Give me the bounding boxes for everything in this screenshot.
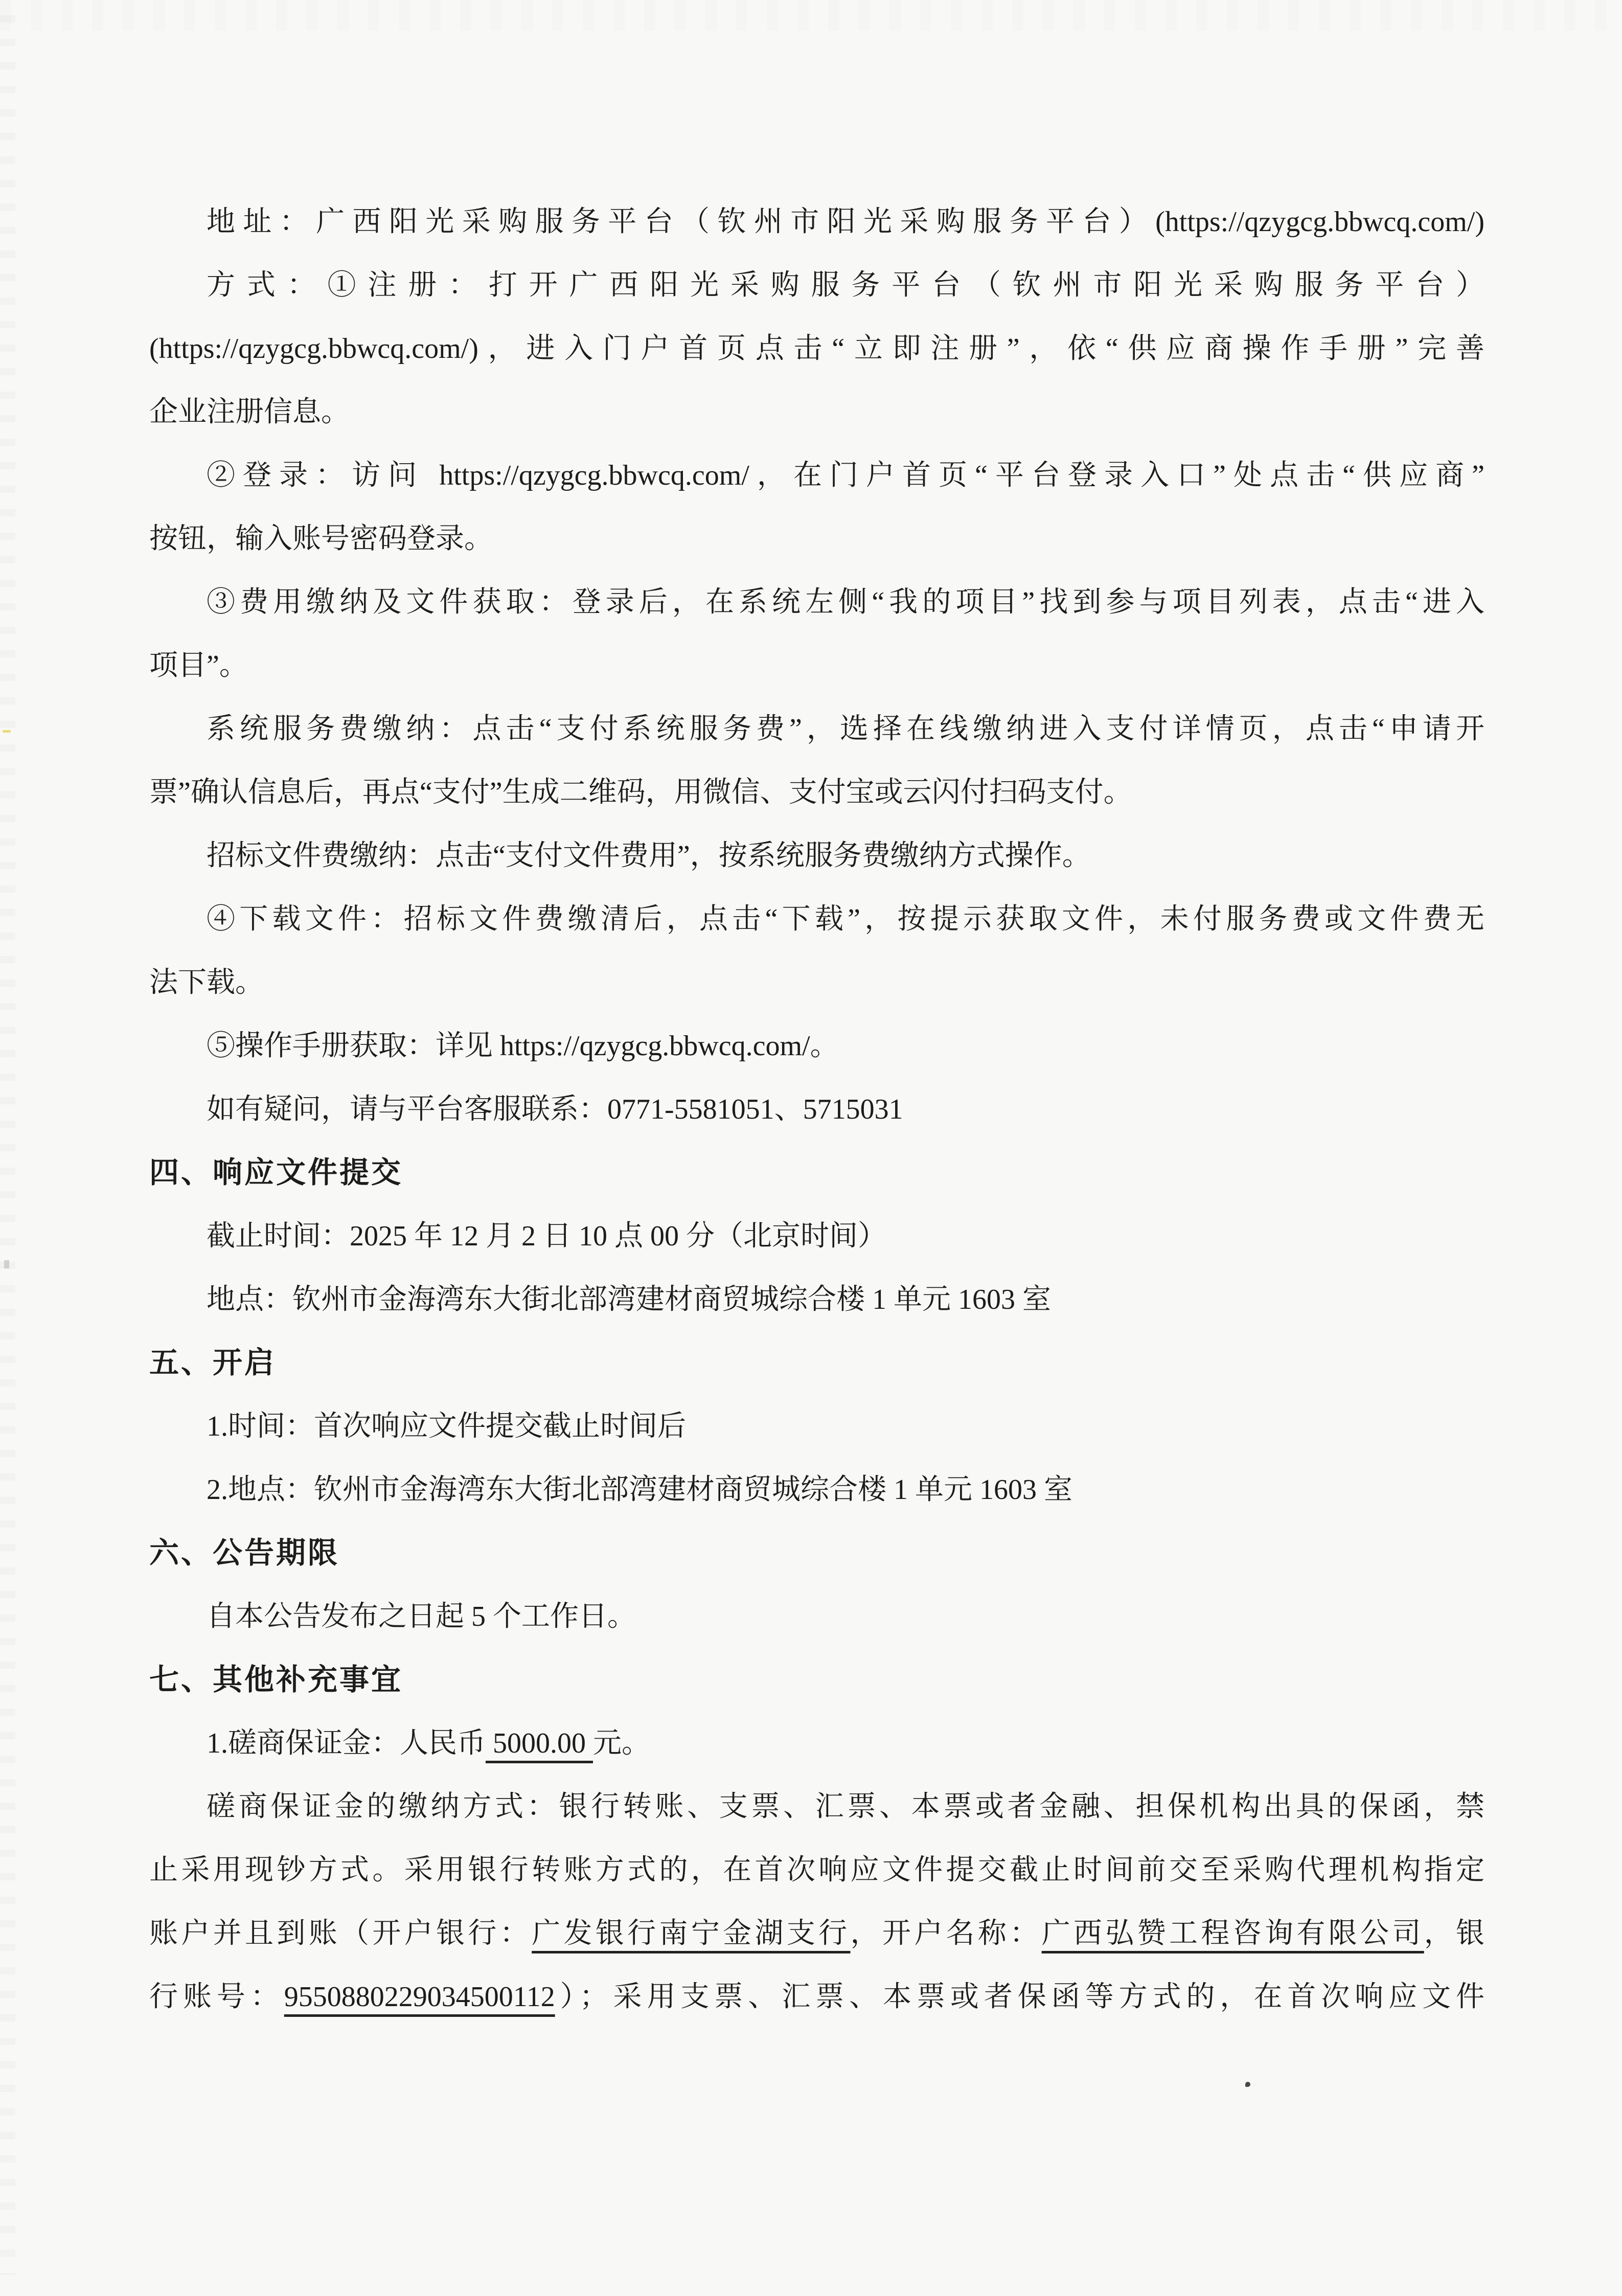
text-segment: 自本公告发布之日起 5 个工作日。 [207,1601,636,1632]
document-body [149,190,1484,2029]
method-register-line-3 [149,380,1484,444]
text-segment: 七、其他补充事宜 [149,1663,403,1696]
download-file-line-2 [149,951,1484,1014]
text-segment: 2.地点：钦州市金海湾东大街北部湾建材商贸城综合楼 1 单元 1603 室 [207,1474,1072,1506]
text-segment: 系统服务费缴纳：点击“支付系统服务费”，选择在线缴纳进入支付详情页，点击“申请开 [207,713,1484,745]
scan-noise-left-edge [0,15,15,2275]
text-segment: 项目”。 [149,650,248,681]
underlined-text: 广西弘赞工程咨询有限公司 [1041,1918,1424,1949]
text-segment: 法下载。 [149,967,264,998]
section-5-heading [149,1331,1484,1395]
text-segment: ，银 [1424,1918,1485,1949]
text-segment: 四、响应文件提交 [149,1156,403,1189]
scan-speck-gray [4,1260,9,1268]
underlined-text: 9550880229034500112 [284,1981,555,2013]
method-register-line-2 [149,317,1484,380]
announcement-period-line [149,1585,1484,1648]
text-segment: ④下载文件：招标文件费缴清后，点击“下载”，按提示获取文件，未付服务费或文件费无 [207,903,1484,935]
method-register-line-1 [149,254,1484,317]
bid-document-fee-line [149,824,1484,888]
section-6-heading [149,1521,1484,1585]
section-4-heading [149,1141,1484,1204]
deposit-payment-line-1 [149,1775,1484,1838]
text-segment: 1.时间：首次响应文件提交截止时间后 [207,1411,686,1442]
text-segment: 招标文件费缴纳：点击“支付文件费用”，按系统服务费缴纳方式操作。 [207,840,1091,872]
deposit-amount-line [149,1712,1484,1775]
text-segment: 如有疑问，请与平台客服联系：0771-5581051、5715031 [207,1094,903,1125]
opening-location-line [149,1458,1484,1521]
text-segment: 按钮，输入账号密码登录。 [149,523,493,555]
text-segment: 票”确认信息后，再点“支付”生成二维码，用微信、支付宝或云闪付扫码支付。 [149,777,1132,808]
text-segment: 1.磋商保证金：人民币 [207,1727,486,1759]
text-segment: ③费用缴纳及文件获取：登录后，在系统左侧“我的项目”找到参与项目列表，点击“进入 [207,586,1484,618]
text-segment: 方式：①注册：打开广西阳光采购服务平台（钦州市阳光采购服务平台） [207,269,1484,301]
download-file-line-1 [149,888,1484,951]
deposit-payment-line-4 [149,1965,1484,2029]
fee-and-file-step-line-2 [149,634,1484,697]
system-service-fee-line-2 [149,761,1484,824]
login-step-line-2 [149,507,1484,571]
text-segment: 行账号： [149,1981,284,2013]
address-platform-line [149,190,1484,254]
text-segment: 六、公告期限 [149,1536,340,1570]
text-segment: 元。 [593,1727,650,1759]
text-segment: 企业注册信息。 [149,396,350,428]
text-segment: 地址：广西阳光采购服务平台（钦州市阳光采购服务平台）(https://qzygcg.bbwcq.com/) [207,206,1484,238]
text-segment: ②登录：访问 https://qzygcg.bbwcq.com/，在门户首页“平台登录入口”处点击“供应商” [207,460,1484,491]
text-segment: 地点：钦州市金海湾东大街北部湾建材商贸城综合楼 1 单元 1603 室 [207,1284,1051,1315]
scan-noise-top [0,0,1622,31]
deadline-line [149,1204,1484,1268]
underlined-text: 广发银行南宁金湖支行 [532,1918,851,1949]
text-segment: 磋商保证金的缴纳方式：银行转账、支票、汇票、本票或者金融、担保机构出具的保函，禁 [207,1791,1484,1823]
text-segment: ）；采用支票、汇票、本票或者保函等方式的，在首次响应文件 [555,1981,1485,2013]
scan-speck-yellow [3,730,11,733]
section-7-heading [149,1648,1484,1712]
deposit-payment-line-3 [149,1902,1484,1965]
manual-line [149,1014,1484,1078]
deposit-payment-line-2 [149,1838,1484,1902]
ink-dot-artifact [1245,2082,1250,2087]
system-service-fee-line-1 [149,697,1484,761]
text-segment: (https://qzygcg.bbwcq.com/)，进入门户首页点击“立即注册”，依“供应商操作手册”完善 [149,333,1484,365]
submission-location-line [149,1268,1484,1331]
text-segment: 账户并且到账（开户银行： [149,1918,532,1949]
text-segment: 五、开启 [149,1346,277,1379]
text-segment: ⑤操作手册获取：详见 https://qzygcg.bbwcq.com/。 [207,1030,839,1062]
support-contact-line [149,1078,1484,1141]
opening-time-line [149,1395,1484,1458]
text-segment: 止采用现钞方式。采用银行转账方式的，在首次响应文件提交截止时间前交至采购代理机构指定 [149,1854,1484,1886]
login-step-line-1 [149,444,1484,507]
fee-and-file-step-line-1 [149,571,1484,634]
underlined-text: 5000.00 [486,1727,593,1759]
text-segment: ，开户名称： [850,1918,1042,1949]
text-segment: 截止时间：2025 年 12 月 2 日 10 点 00 分（北京时间） [207,1220,886,1252]
